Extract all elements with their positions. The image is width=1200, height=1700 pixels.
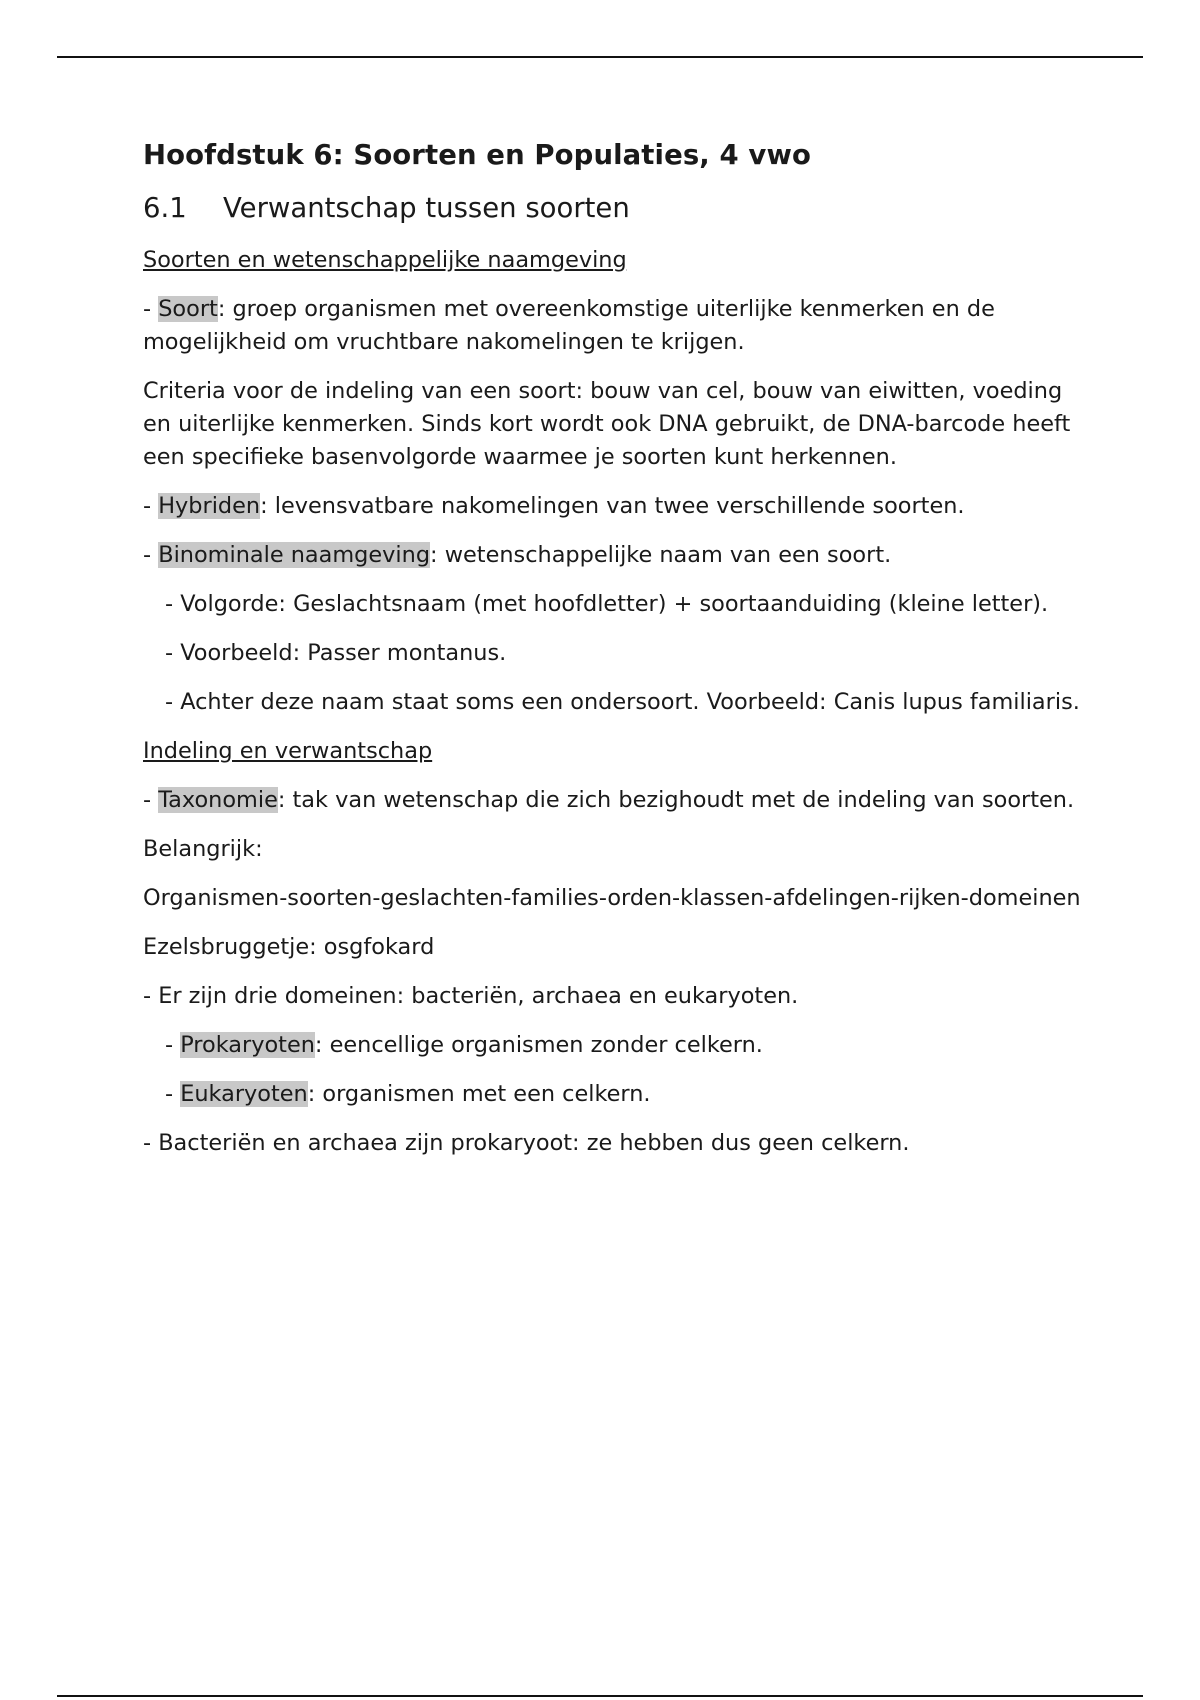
subheading-soorten: Soorten en wetenschappelijke naamgeving	[143, 246, 627, 273]
def-taxonomie: : tak van wetenschap die zich bezighoudt met de indeling van soorten.	[277, 786, 1075, 813]
term-prokaryoten: Prokaryoten	[180, 1031, 315, 1058]
sub-bullet-voorbeeld: - Voorbeeld: Passer montanus.	[165, 639, 507, 666]
document-title: Hoofdstuk 6: Soorten en Populaties, 4 vwo	[143, 139, 811, 171]
definition-hybriden: - Hybriden: levensvatbare nakomelingen van twee verschillende soorten.	[143, 492, 965, 519]
def-prokaryoten: : eencellige organismen zonder celkern.	[314, 1031, 763, 1058]
paragraph-criteria: Criteria voor de indeling van een soort: bouw van cel, bouw van eiwitten, voeding en uiterlijke kenmerken. Sinds kort wordt ook DNA gebruikt, de DNA-barcode heeft een specifieke basenvolgorde waarmee je soorten kunt herkennen.	[143, 377, 1071, 470]
definition-taxonomie: - Taxonomie: tak van wetenschap die zich bezighoudt met de indeling van soorten.	[143, 786, 1075, 813]
term-hybriden: Hybriden	[158, 492, 261, 519]
definition-prokaryoten: - Prokaryoten: eencellige organismen zonder celkern.	[165, 1031, 763, 1058]
subheading-indeling: Indeling en verwantschap	[143, 737, 433, 764]
definition-binominale-naamgeving: - Binominale naamgeving: wetenschappelijke naam van een soort.	[143, 541, 892, 568]
bullet-bacterien: - Bacteriën en archaea zijn prokaryoot: ze hebben dus geen celkern.	[143, 1129, 910, 1156]
document-body	[143, 138, 1083, 1176]
header-rule	[57, 56, 1143, 58]
def-hybriden: : levensvatbare nakomelingen van twee verschillende soorten.	[260, 492, 965, 519]
section-number: 6.1	[143, 191, 187, 224]
def-eukaryoten: : organismen met een celkern.	[307, 1080, 651, 1107]
label-belangrijk: Belangrijk:	[143, 835, 263, 862]
definition-eukaryoten: - Eukaryoten: organismen met een celkern.	[165, 1080, 651, 1107]
term-eukaryoten: Eukaryoten	[180, 1080, 308, 1107]
footer-rule	[57, 1695, 1143, 1697]
sub-bullet-volgorde: - Volgorde: Geslachtsnaam (met hoofdletter) + soortaanduiding (kleine letter).	[165, 590, 1049, 617]
term-soort: Soort	[158, 295, 218, 322]
bullet-domeinen: - Er zijn drie domeinen: bacteriën, archaea en eukaryoten.	[143, 982, 799, 1009]
section-heading	[143, 191, 1083, 227]
def-soort: : groep organismen met overeenkomstige uiterlijke kenmerken en de mogelijkheid om vruchtbare nakomelingen te krijgen.	[143, 295, 995, 355]
def-binominale-naamgeving: : wetenschappelijke naam van een soort.	[430, 541, 892, 568]
term-binominale-naamgeving: Binominale naamgeving	[158, 541, 431, 568]
term-taxonomie: Taxonomie	[158, 786, 278, 813]
mnemonic: Ezelsbruggetje: osgfokard	[143, 933, 435, 960]
definition-soort: - Soort: groep organismen met overeenkomstige uiterlijke kenmerken en de mogelijkheid om vruchtbare nakomelingen te krijgen.	[143, 295, 995, 355]
taxonomic-hierarchy: Organismen-soorten-geslachten-families-orden-klassen-afdelingen-rijken-domeinen	[143, 884, 1081, 911]
section-title: Verwantschap tussen soorten	[223, 191, 630, 224]
sub-bullet-ondersoort: - Achter deze naam staat soms een ondersoort. Voorbeeld: Canis lupus familiaris.	[165, 688, 1080, 715]
